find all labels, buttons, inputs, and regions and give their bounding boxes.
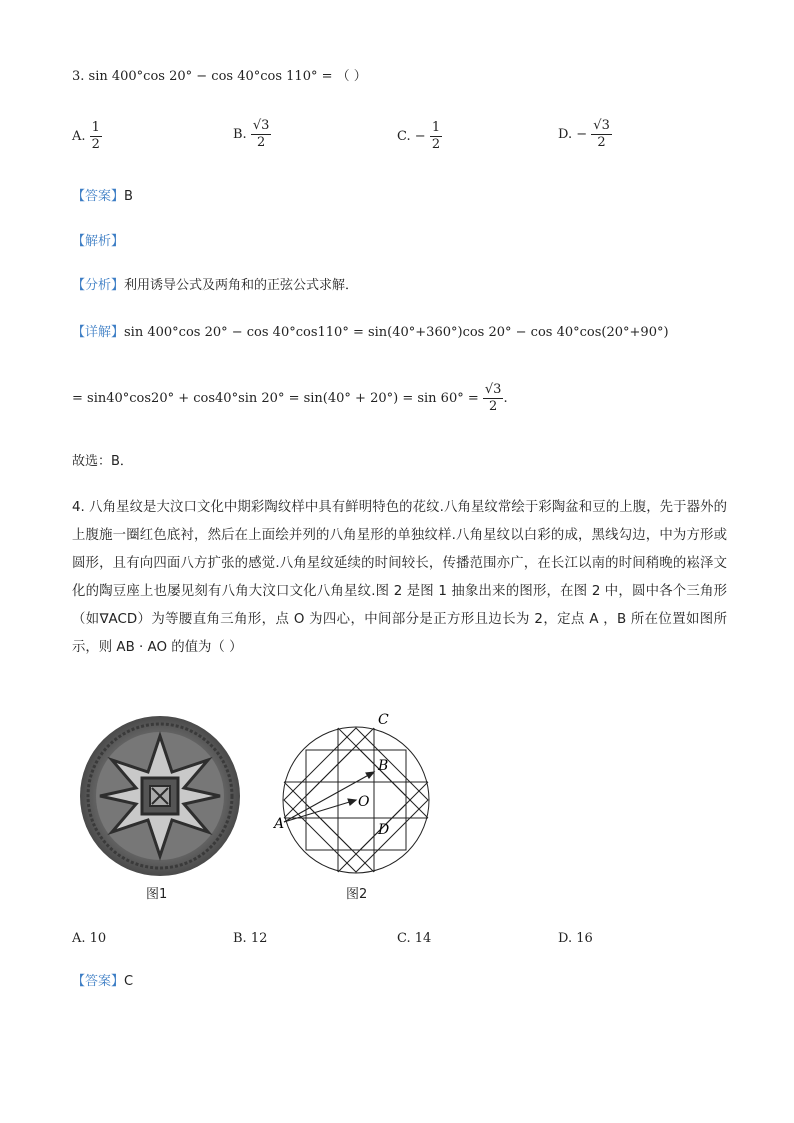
q3-xiangjie xyxy=(72,324,669,342)
figure-2-caption: 图2 xyxy=(346,887,368,902)
line2-text: = sin40°cos20° + cos40°sin 20° = sin(40° + 20°) = sin 60° = xyxy=(72,391,479,406)
xiangjie-tag: 【详解】 xyxy=(72,325,125,340)
analysis-tag: 【解析】 xyxy=(72,234,125,249)
option-label: C. xyxy=(397,129,411,144)
q3-option-a xyxy=(72,120,102,153)
q4-option-b: B. 12 xyxy=(233,931,268,946)
fenxi-text: 利用诱导公式及两角和的正弦公式求解． xyxy=(124,278,359,293)
point-a-label: A xyxy=(274,816,285,832)
point-o-label: O xyxy=(358,794,370,810)
q3-option-d: D. − $\frac{√3}{2}$ xyxy=(558,118,610,150)
q4-option-d: D. 16 xyxy=(558,931,593,946)
figure-1-caption: 图1 xyxy=(146,887,168,902)
option-label: D. xyxy=(558,127,573,142)
point-b-label: B xyxy=(378,758,389,774)
figure-1-seal-image xyxy=(78,714,242,878)
q3-fenxi xyxy=(72,277,358,295)
q4-option-c: C. 14 xyxy=(397,931,432,946)
answer-tag: 【答案】 xyxy=(72,189,125,204)
fraction: $\frac{√3}{2}$ xyxy=(593,118,610,150)
q3-answer xyxy=(72,188,133,206)
fraction: $\frac{1}{2}$ xyxy=(91,120,100,152)
fraction: $\frac{√3}{2}$ xyxy=(252,118,270,150)
point-c-label: C xyxy=(378,712,389,728)
answer-tag: 【答案】 xyxy=(72,974,125,989)
q3-option-c: C. − $\frac{1}{2}$ xyxy=(397,120,441,152)
option-label: B. xyxy=(233,127,247,142)
fenxi-tag: 【分析】 xyxy=(72,278,125,293)
point-d-label: D xyxy=(378,822,390,838)
q4-stem: 4. 八角星纹是大汶口文化中期彩陶纹样中具有鲜明特色的花纹.八角星纹常绘于彩陶盆和豆的上腹，先于器外的上腹施一圈红色底衬，然后在上面绘并列的八角星形的单独纹样.八角星纹以白彩的成，黑线勾边，中为方形或圆形，且有向四面八方扩张的感觉.八角星纹延续的时间较长，传播范围亦广，在长江以南的时间稍晚的崧泽文化的陶豆座上也屡见刻有八角大汶口文化八角星纹.图 2 是图 1 抽象出来的图形，在图 2 中，圆中各个三角形（如∇ACD）为等腰直角三角形，点 O 为四心，中间部分是正方形且边长为 2，定点 A ，B 所在位置如图所示，则 AB · AO 的值为（ ） xyxy=(72,500,727,655)
q4-option-a: A. 10 xyxy=(72,931,107,946)
q4-answer xyxy=(72,973,133,991)
option-label: A. xyxy=(72,129,86,144)
figure-2-diagram xyxy=(270,710,445,880)
q3-line2: = sin40°cos20° + cos40°sin 20° = sin(40° + 20°) = sin 60° = $\frac{√3}{2}$ . xyxy=(72,382,508,414)
fraction: $\frac{√3}{2}$ xyxy=(484,382,502,414)
answer-value: B xyxy=(124,189,133,204)
q3-option-b xyxy=(233,118,271,151)
fraction: $\frac{1}{2}$ xyxy=(431,120,441,152)
q3-stem: 3. sin 400°cos 20° − cos 40°cos 110° = （ ） xyxy=(72,69,367,84)
q3-choose: 故选：B． xyxy=(72,454,133,469)
answer-value: C xyxy=(124,974,134,989)
xiangjie-text: sin 400°cos 20° − cos 40°cos110° = sin(40°+360°)cos 20° − cos 40°cos(20°+90°) xyxy=(124,325,669,340)
q3-analysis xyxy=(72,233,124,251)
